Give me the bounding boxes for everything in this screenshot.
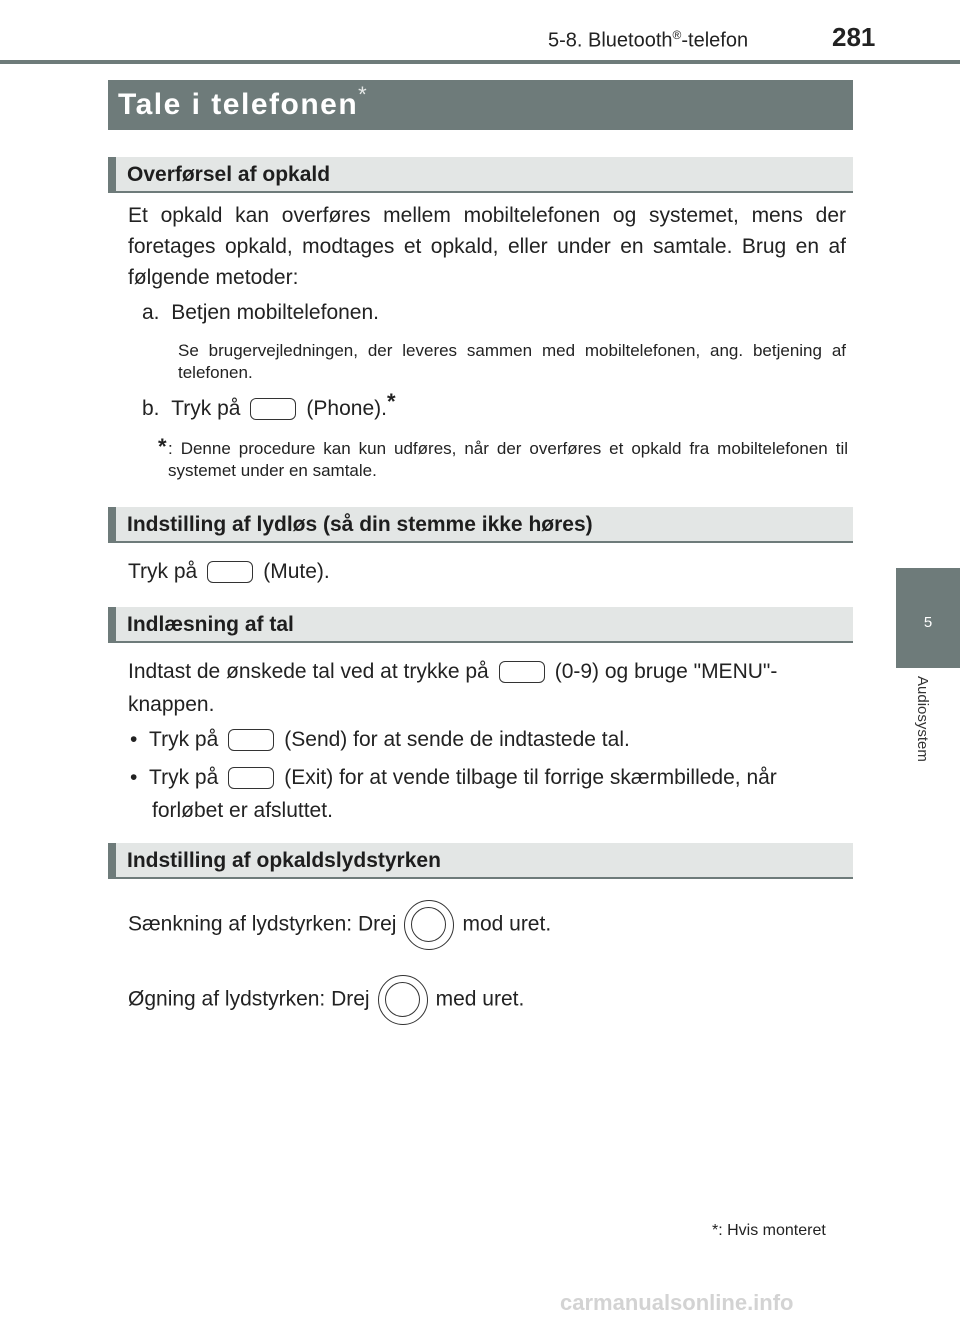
header-section-suffix: -telefon [681,29,749,52]
increase-prefix: Øgning af lydstyrken: Drej [128,987,370,1011]
section-heading-transfer: Overførsel af opkald [108,157,853,193]
volume-decrease [128,900,551,950]
watermark: carmanualsonline.info [560,1290,794,1315]
transfer-item-a [142,297,379,328]
digits-exit-item [130,762,777,793]
header-rule [0,60,960,64]
item-a-note: Se brugervejledningen, der leveres sammen med mobiltelefonen, ang. betjening af telefonen. [178,341,846,382]
header-section-title [548,28,748,53]
section-heading-mute: Indstilling af lydløs (så din stemme ikke høres) [108,507,853,543]
transfer-item-b [142,389,396,424]
decrease-suffix: mod uret. [462,912,552,936]
item-b-label: b. [142,397,160,420]
send-prefix: Tryk på [149,728,219,751]
digits-send-item [130,724,630,755]
exit-prefix: Tryk på [149,766,219,789]
mute-prefix: Tryk på [128,560,198,583]
volume-increase [128,975,524,1025]
transfer-note [158,434,848,482]
page-title-text: Tale i telefonen [118,88,359,121]
section-heading-digits: Indlæsning af tal [108,607,853,643]
footnote [712,1222,826,1240]
digits-line1-prefix: Indtast de ønskede tal ved at trykke på [128,660,489,683]
digits-button-icon [499,661,545,683]
optional-equipment-mark: * [358,82,369,107]
transfer-note-text: : Denne procedure kan kun udføres, når der overføres et opkald fra mobiltelefonen til systemet under en samtale. [168,439,848,480]
send-button-icon [228,729,274,751]
page-number: 281 [832,22,876,52]
exit-suffix: (Exit) for at vende tilbage til forrige skærmbillede, når [284,766,777,789]
bullet: • [130,766,138,789]
footnote-mark: * [712,1222,719,1239]
footnote-text: : Hvis monteret [718,1222,826,1239]
chapter-name: Audiosystem [914,676,931,762]
increase-suffix: med uret. [435,987,525,1011]
transfer-note-mark: * [158,434,167,459]
item-b-mark: * [386,389,396,414]
transfer-intro: Et opkald kan overføres mellem mobiltelefonen og systemet, mens der foretages opkald, modtages et opkald, eller under en samtale. Brug en af følgende metoder: [128,204,846,289]
registered-mark: ® [672,28,682,42]
decrease-prefix: Sænkning af lydstyrken: Drej [128,912,397,936]
volume-knob-icon [404,900,454,950]
phone-button-icon [250,398,296,420]
section-heading-volume: Indstilling af opkaldslydstyrken [108,843,853,879]
digits-line-2: knappen. [128,693,215,716]
item-b-prefix: Tryk på [171,397,241,420]
volume-knob-icon [378,975,428,1025]
header-section-text: 5-8. Bluetooth [548,29,673,52]
mute-instruction [128,556,330,587]
item-a-text: Betjen mobiltelefonen. [171,301,379,324]
digits-line-1 [128,656,777,687]
digits-line1-suffix: (0-9) og bruge "MENU"- [554,660,778,683]
send-suffix: (Send) for at sende de indtastede tal. [284,728,630,751]
digits-exit-cont: forløbet er afsluttet. [152,799,333,822]
page-title [108,80,853,130]
chapter-number: 5 [923,614,933,631]
mute-button-icon [207,561,253,583]
exit-button-icon [228,767,274,789]
item-a-label: a. [142,301,160,324]
item-b-suffix: (Phone). [306,397,387,420]
mute-suffix: (Mute). [263,560,330,583]
bullet: • [130,728,138,751]
